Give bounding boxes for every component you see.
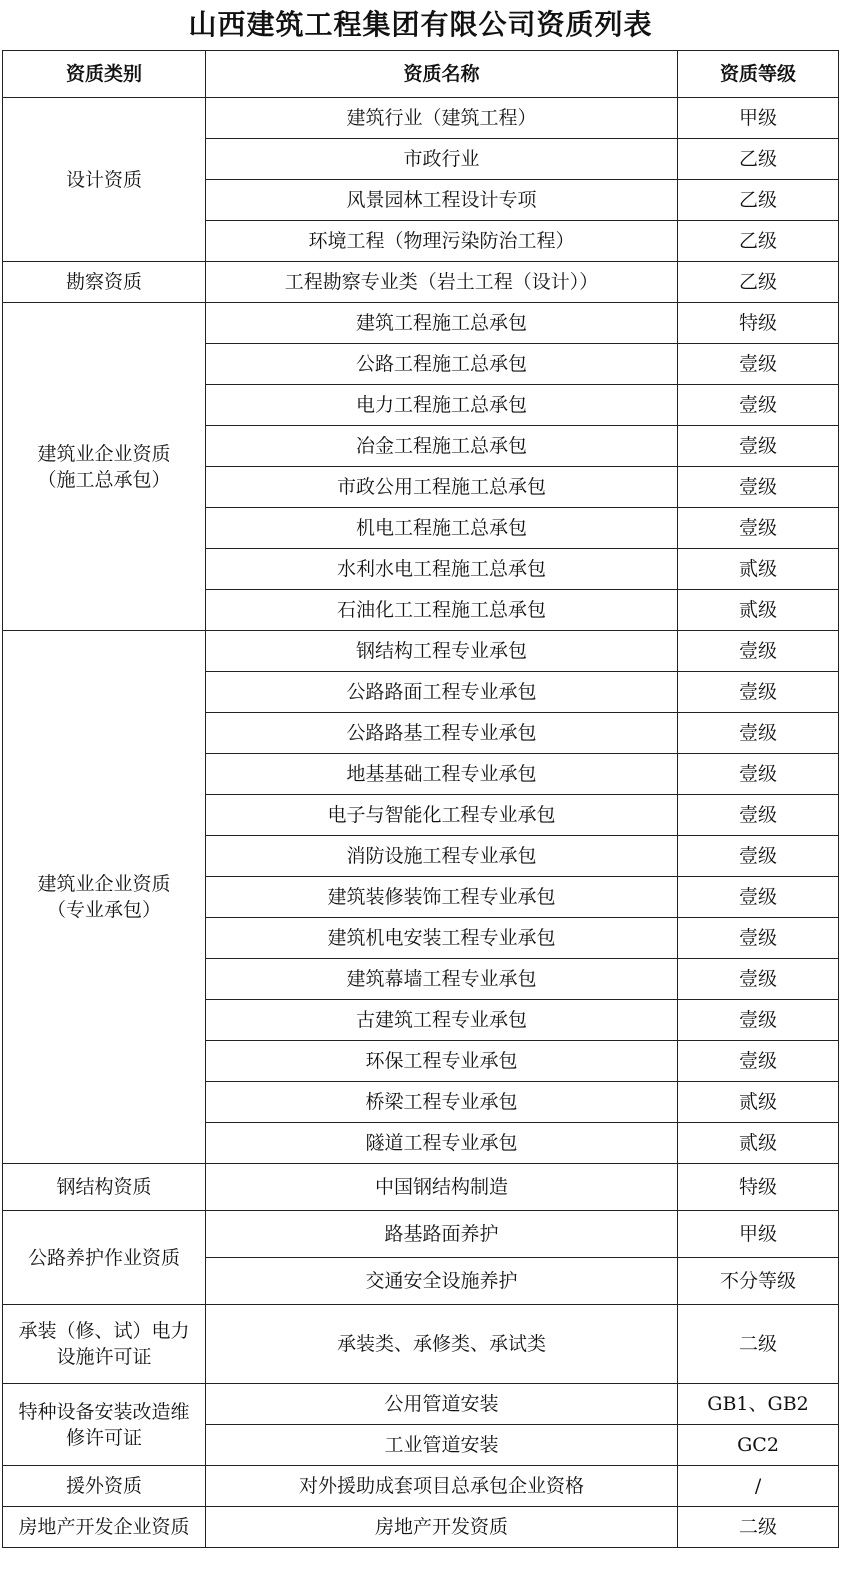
header-level: 资质等级 [678, 51, 839, 98]
qualification-name-cell: 石油化工工程施工总承包 [206, 590, 678, 631]
qualification-level-cell: 贰级 [678, 549, 839, 590]
qualification-level-cell: 贰级 [678, 590, 839, 631]
qualification-name-cell: 电力工程施工总承包 [206, 385, 678, 426]
qualification-name-cell: 冶金工程施工总承包 [206, 426, 678, 467]
qualification-level-cell: 壹级 [678, 836, 839, 877]
qualification-name-cell: 公用管道安装 [206, 1384, 678, 1425]
qualification-level-cell: 甲级 [678, 1211, 839, 1258]
qualification-level-cell: 乙级 [678, 262, 839, 303]
qualification-level-cell: 乙级 [678, 180, 839, 221]
qualification-level-cell: 壹级 [678, 426, 839, 467]
qualification-name-cell: 工程勘察专业类（岩土工程（设计）） [206, 262, 678, 303]
qualification-name-cell: 建筑工程施工总承包 [206, 303, 678, 344]
category-cell: 援外资质 [3, 1466, 206, 1507]
qualification-level-cell: 壹级 [678, 795, 839, 836]
table-row [3, 98, 839, 139]
qualification-name-cell: 风景园林工程设计专项 [206, 180, 678, 221]
qualification-name-cell: 古建筑工程专业承包 [206, 1000, 678, 1041]
qualification-name-cell: 建筑机电安装工程专业承包 [206, 918, 678, 959]
table-row [3, 1211, 839, 1258]
category-cell: 设计资质 [3, 98, 206, 262]
qualification-name-cell: 隧道工程专业承包 [206, 1123, 678, 1164]
qualification-level-cell: 壹级 [678, 1000, 839, 1041]
qualification-name-cell: 水利水电工程施工总承包 [206, 549, 678, 590]
qualification-name-cell: 地基基础工程专业承包 [206, 754, 678, 795]
table-row [3, 303, 839, 344]
qualification-table-container [2, 0, 838, 1548]
qualification-name-cell: 环保工程专业承包 [206, 1041, 678, 1082]
category-cell: 勘察资质 [3, 262, 206, 303]
qualification-level-cell: 壹级 [678, 1041, 839, 1082]
table-row [3, 1507, 839, 1548]
qualification-level-cell: 壹级 [678, 877, 839, 918]
category-cell: 房地产开发企业资质 [3, 1507, 206, 1548]
table-row [3, 1466, 839, 1507]
qualification-level-cell: 不分等级 [678, 1258, 839, 1305]
qualification-name-cell: 市政公用工程施工总承包 [206, 467, 678, 508]
qualification-table [2, 0, 839, 1548]
qualification-level-cell: 贰级 [678, 1123, 839, 1164]
category-cell: 钢结构资质 [3, 1164, 206, 1211]
qualification-name-cell: 承装类、承修类、承试类 [206, 1305, 678, 1384]
table-row [3, 1305, 839, 1384]
table-title: 山西建筑工程集团有限公司资质列表 [3, 0, 839, 51]
qualification-level-cell: 壹级 [678, 631, 839, 672]
qualification-level-cell: GC2 [678, 1425, 839, 1466]
category-cell: 建筑业企业资质 （专业承包） [3, 631, 206, 1164]
qualification-name-cell: 机电工程施工总承包 [206, 508, 678, 549]
qualification-name-cell: 钢结构工程专业承包 [206, 631, 678, 672]
qualification-name-cell: 工业管道安装 [206, 1425, 678, 1466]
header-category: 资质类别 [3, 51, 206, 98]
qualification-level-cell: 特级 [678, 303, 839, 344]
qualification-level-cell: 贰级 [678, 1082, 839, 1123]
qualification-name-cell: 中国钢结构制造 [206, 1164, 678, 1211]
qualification-level-cell: 壹级 [678, 508, 839, 549]
qualification-level-cell: 壹级 [678, 918, 839, 959]
category-cell: 公路养护作业资质 [3, 1211, 206, 1305]
qualification-level-cell: 甲级 [678, 98, 839, 139]
qualification-level-cell: GB1、GB2 [678, 1384, 839, 1425]
qualification-name-cell: 环境工程（物理污染防治工程） [206, 221, 678, 262]
qualification-name-cell: 对外援助成套项目总承包企业资格 [206, 1466, 678, 1507]
qualification-level-cell: 特级 [678, 1164, 839, 1211]
qualification-name-cell: 建筑装修装饰工程专业承包 [206, 877, 678, 918]
qualification-level-cell: 壹级 [678, 385, 839, 426]
qualification-level-cell: 二级 [678, 1507, 839, 1548]
table-row [3, 1384, 839, 1425]
qualification-name-cell: 交通安全设施养护 [206, 1258, 678, 1305]
table-row [3, 1164, 839, 1211]
category-cell: 特种设备安装改造维 修许可证 [3, 1384, 206, 1466]
qualification-level-cell: 壹级 [678, 713, 839, 754]
category-cell: 承装（修、试）电力 设施许可证 [3, 1305, 206, 1384]
category-cell: 建筑业企业资质 （施工总承包） [3, 303, 206, 631]
qualification-name-cell: 公路工程施工总承包 [206, 344, 678, 385]
qualification-name-cell: 公路路基工程专业承包 [206, 713, 678, 754]
qualification-level-cell: / [678, 1466, 839, 1507]
qualification-name-cell: 消防设施工程专业承包 [206, 836, 678, 877]
qualification-name-cell: 建筑幕墙工程专业承包 [206, 959, 678, 1000]
qualification-level-cell: 壹级 [678, 344, 839, 385]
table-body [3, 98, 839, 1548]
qualification-level-cell: 壹级 [678, 672, 839, 713]
qualification-name-cell: 市政行业 [206, 139, 678, 180]
qualification-name-cell: 房地产开发资质 [206, 1507, 678, 1548]
qualification-level-cell: 壹级 [678, 959, 839, 1000]
qualification-level-cell: 乙级 [678, 139, 839, 180]
qualification-level-cell: 壹级 [678, 467, 839, 508]
qualification-name-cell: 电子与智能化工程专业承包 [206, 795, 678, 836]
qualification-name-cell: 建筑行业（建筑工程） [206, 98, 678, 139]
qualification-name-cell: 公路路面工程专业承包 [206, 672, 678, 713]
table-row [3, 262, 839, 303]
qualification-name-cell: 桥梁工程专业承包 [206, 1082, 678, 1123]
table-row [3, 631, 839, 672]
qualification-level-cell: 壹级 [678, 754, 839, 795]
qualification-level-cell: 乙级 [678, 221, 839, 262]
header-name: 资质名称 [206, 51, 678, 98]
qualification-level-cell: 二级 [678, 1305, 839, 1384]
qualification-name-cell: 路基路面养护 [206, 1211, 678, 1258]
